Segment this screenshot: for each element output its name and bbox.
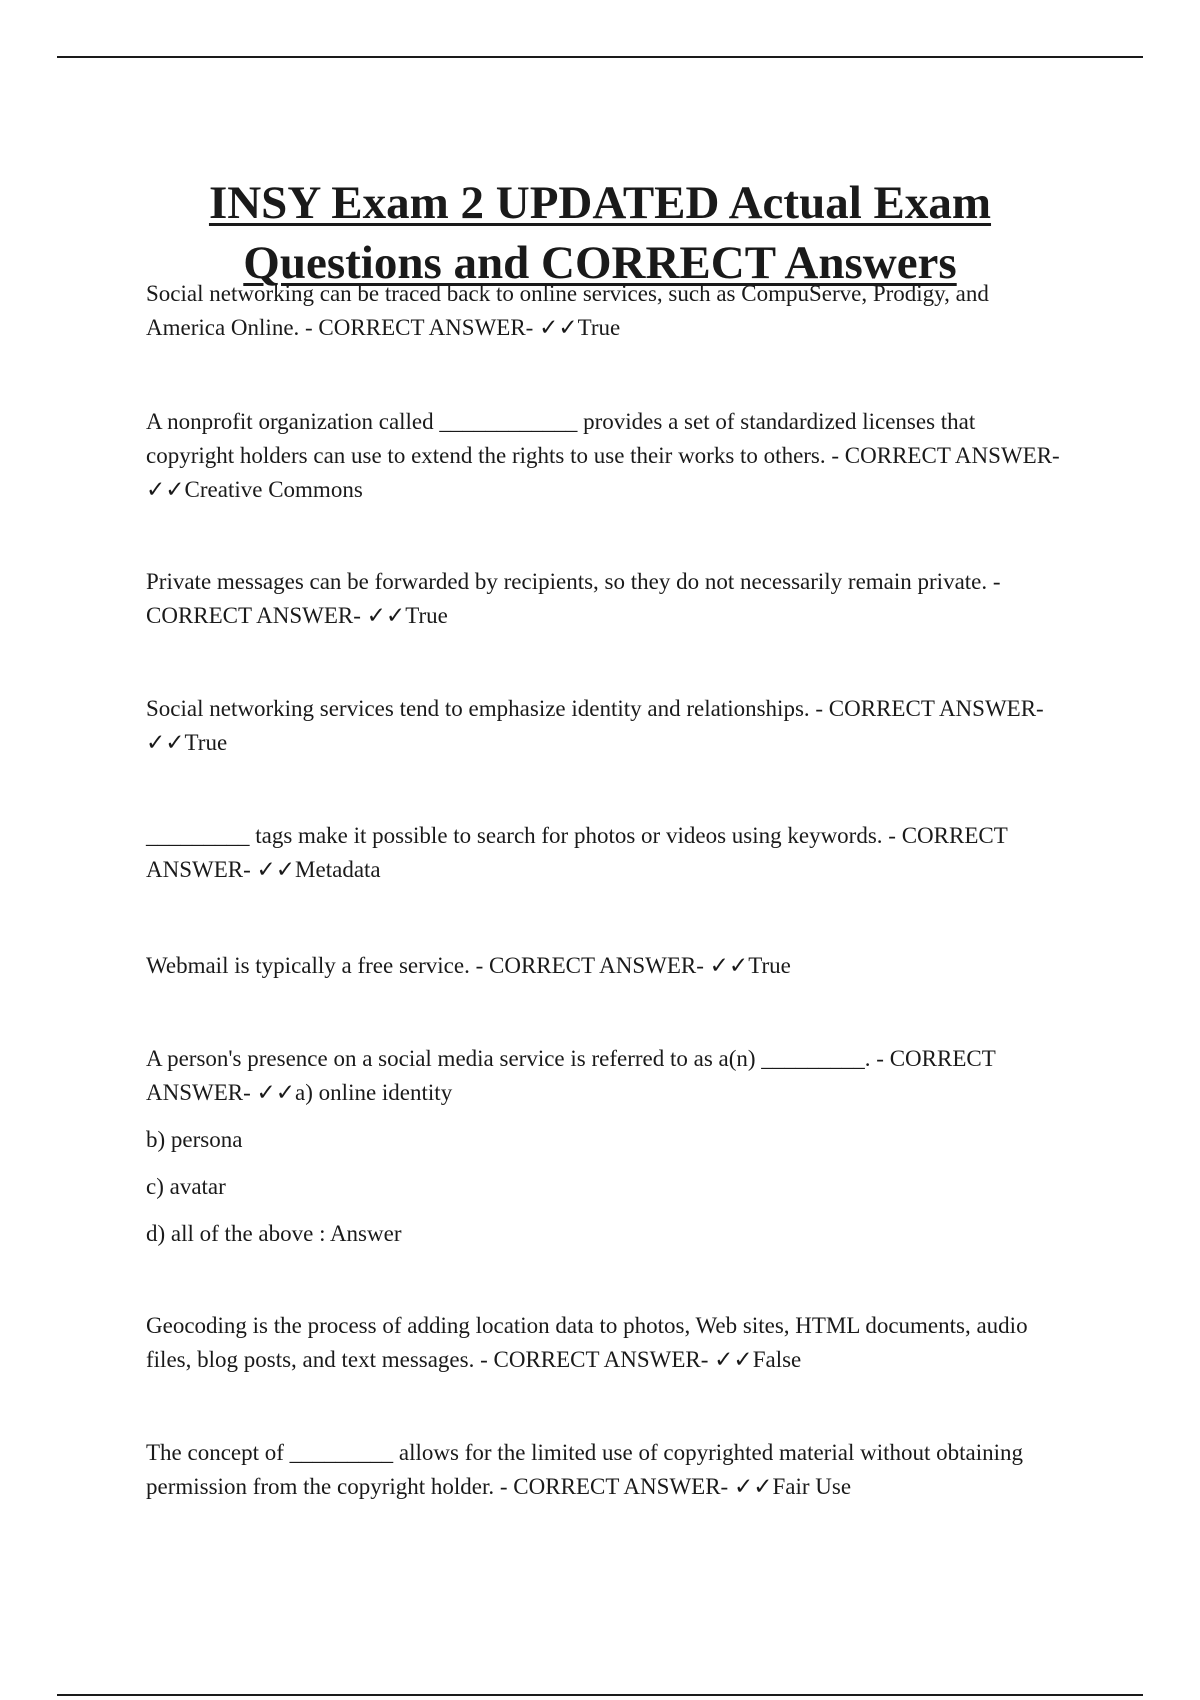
question-text: A person's presence on a social media service is referred to as a(n) _________. - CORRECT ANSWER- ✓✓a) online identity bbox=[146, 1046, 996, 1105]
page-title bbox=[100, 173, 1100, 293]
question-6 bbox=[146, 949, 1066, 983]
question-text: Social networking services tend to emphasize identity and relationships. - CORRECT ANSWER- ✓✓True bbox=[146, 696, 1044, 755]
question-9 bbox=[146, 1436, 1066, 1504]
title-line-2: Questions and CORRECT Answers bbox=[243, 237, 957, 290]
question-text: The concept of _________ allows for the limited use of copyrighted material without obtaining permission from the copyright holder. - CORRECT ANSWER- ✓✓Fair Use bbox=[146, 1440, 1023, 1499]
question-3 bbox=[146, 565, 1066, 633]
title-line-1: INSY Exam 2 UPDATED Actual Exam bbox=[208, 177, 992, 230]
question-text: Private messages can be forwarded by recipients, so they do not necessarily remain private. - CORRECT ANSWER- ✓✓True bbox=[146, 569, 1001, 628]
question-5 bbox=[146, 819, 1066, 887]
question-text: Webmail is typically a free service. - CORRECT ANSWER- ✓✓True bbox=[146, 953, 791, 978]
question-1 bbox=[146, 277, 1066, 345]
header-rule bbox=[57, 56, 1143, 58]
question-4 bbox=[146, 692, 1066, 760]
answer-option: b) persona bbox=[146, 1127, 243, 1152]
question-text: _________ tags make it possible to search for photos or videos using keywords. - CORRECT ANSWER- ✓✓Metadata bbox=[146, 823, 1008, 882]
question-text: A nonprofit organization called ____________ provides a set of standardized licenses that copyright holders can use to extend the rights to use their works to others. - CORRECT ANSWER- ✓✓Creative Commons bbox=[146, 409, 1060, 502]
question-text: Social networking can be traced back to online services, such as CompuServe, Prodigy, and America Online. - CORRECT ANSWER- ✓✓True bbox=[146, 281, 989, 340]
footer-rule bbox=[57, 1694, 1143, 1696]
answer-option: d) all of the above : Answer bbox=[146, 1221, 402, 1246]
answer-option: c) avatar bbox=[146, 1174, 226, 1199]
question-7 bbox=[146, 1042, 1066, 1251]
question-2 bbox=[146, 405, 1066, 507]
question-text: Geocoding is the process of adding location data to photos, Web sites, HTML documents, audio files, blog posts, and text messages. - CORRECT ANSWER- ✓✓False bbox=[146, 1313, 1028, 1372]
question-8 bbox=[146, 1309, 1066, 1377]
